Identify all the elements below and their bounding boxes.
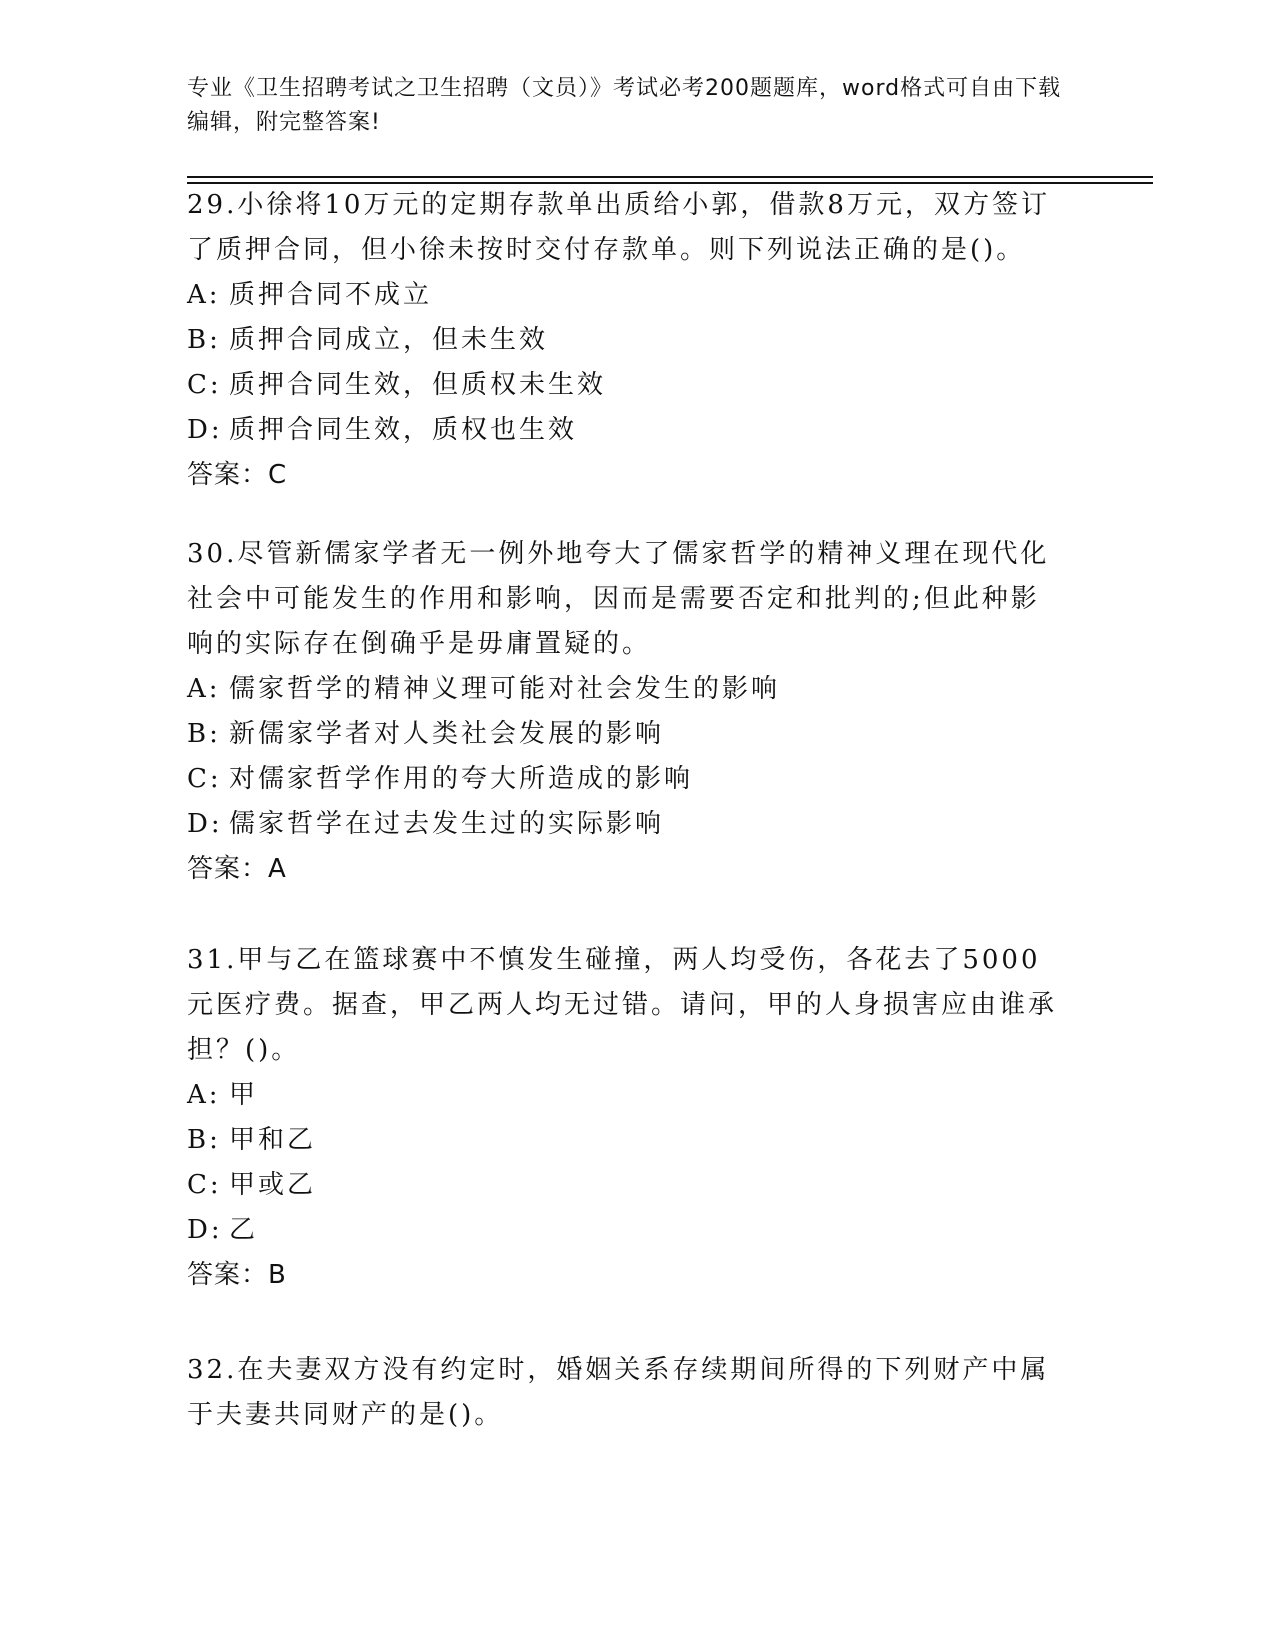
option-label: B: [187,719,221,749]
question-stem: 31.甲与乙在篮球赛中不慎发生碰撞，两人均受伤，各花去了5000元医疗费。据查，甲乙两人均无过错。请问，甲的人身损害应由谁承担？()。 [187,945,1058,1065]
answer-line: 答案：A [187,854,287,884]
answer-line: 答案：C [187,460,288,490]
option-text: 新儒家学者对人类社会发展的影响 [229,719,665,749]
option-b [187,1118,1067,1163]
document-header: 专业《卫生招聘考试之卫生招聘（文员）》考试必考200题题库，word格式可自由下载编辑，附完整答案! [187,76,1062,135]
question-stem: 30.尽管新儒家学者无一例外地夸大了儒家哲学的精神义理在现代化社会中可能发生的作用和影响，因而是需要否定和批判的;但此种影响的实际存在倒确乎是毋庸置疑的。 [187,539,1050,659]
option-c [187,757,1067,802]
option-c [187,1163,1067,1208]
option-label: B: [187,325,221,355]
option-label: A: [187,674,221,704]
option-text: 质押合同生效，但质权未生效 [229,370,607,400]
option-text: 质押合同成立，但未生效 [229,325,549,355]
option-label: A: [187,280,221,310]
option-text: 甲或乙 [229,1170,317,1200]
option-label: C: [187,764,222,794]
answer-line: 答案：B [187,1260,287,1290]
option-b [187,318,1067,363]
option-a [187,273,1067,318]
option-label: A: [187,1080,221,1110]
option-label: C: [187,370,222,400]
option-b [187,712,1067,757]
option-label: D: [187,809,223,839]
option-label: D: [187,415,223,445]
option-text: 儒家哲学的精神义理可能对社会发生的影响 [229,674,781,704]
question-stem: 29.小徐将10万元的定期存款单出质给小郭，借款8万元，双方签订了质押合同，但小徐未按时交付存款单。则下列说法正确的是()。 [187,190,1050,265]
option-label: D: [187,1215,223,1245]
option-d [187,408,1067,453]
option-text: 质押合同不成立 [229,280,433,310]
option-text: 对儒家哲学作用的夸大所造成的影响 [229,764,694,794]
question-29 [187,183,1067,498]
option-a [187,1073,1067,1118]
option-text: 儒家哲学在过去发生过的实际影响 [229,809,665,839]
option-d [187,1208,1067,1253]
option-text: 乙 [229,1215,259,1245]
option-d [187,802,1067,847]
question-30 [187,532,1067,892]
header-divider-top [187,176,1153,178]
option-text: 甲 [229,1080,259,1110]
option-label: C: [187,1170,222,1200]
option-text: 质押合同生效，质权也生效 [229,415,578,445]
question-32 [187,1348,1067,1438]
option-a [187,667,1067,712]
option-label: B: [187,1125,221,1155]
option-text: 甲和乙 [229,1125,317,1155]
option-c [187,363,1067,408]
question-stem: 32.在夫妻双方没有约定时，婚姻关系存续期间所得的下列财产中属于夫妻共同财产的是()。 [187,1355,1050,1430]
question-31 [187,938,1067,1298]
